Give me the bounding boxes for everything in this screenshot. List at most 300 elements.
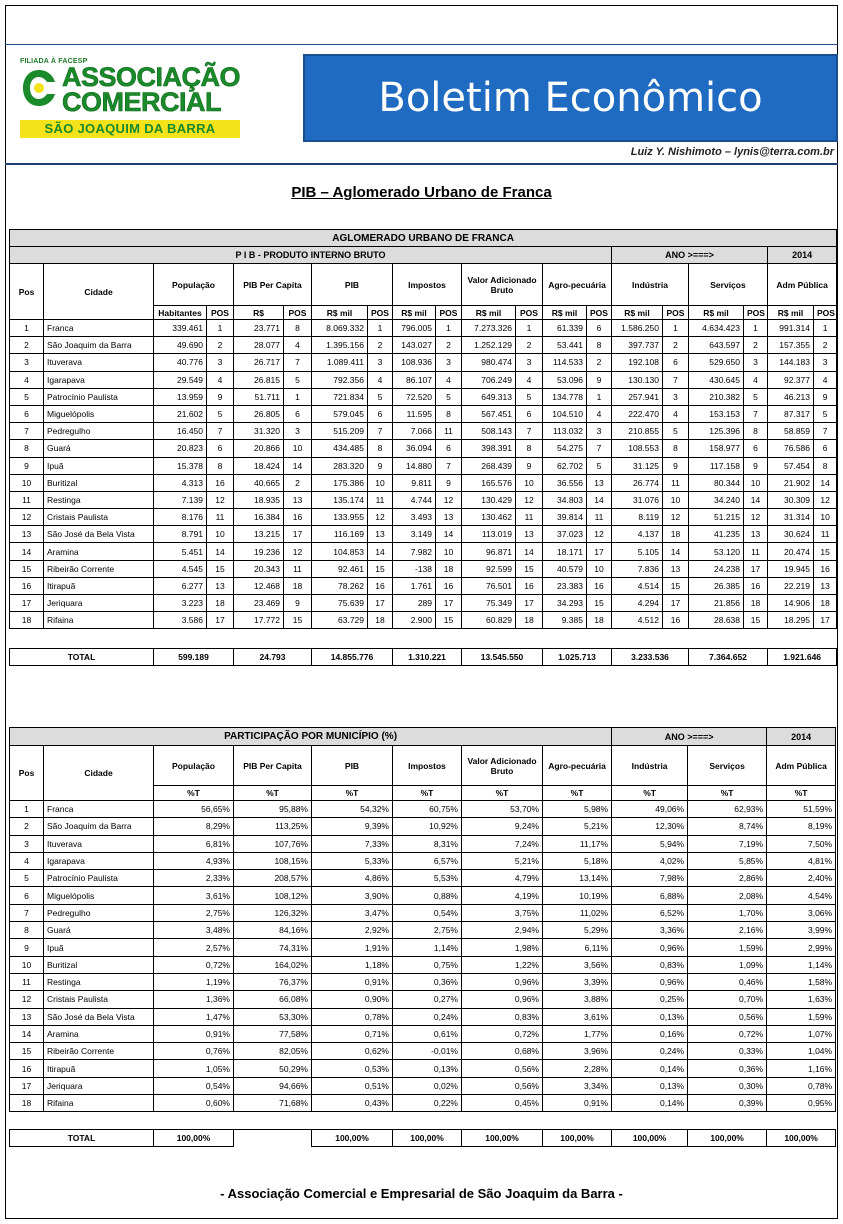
table-cell: 31.320 [234, 423, 284, 440]
table-cell: 18 [10, 1095, 44, 1112]
table-cell: 116.169 [312, 526, 368, 543]
year-label: ANO >===> [612, 728, 767, 746]
spacer-cell [10, 1112, 836, 1130]
table-cell: 8,19% [767, 818, 836, 835]
table-cell: 117.158 [689, 457, 744, 474]
table-cell: 8.176 [154, 509, 207, 526]
table-cell: 4 [284, 337, 312, 354]
table-cell: 3,48% [154, 922, 234, 939]
table-cell: 49.690 [154, 337, 207, 354]
unit-header: POS [207, 306, 234, 320]
table-cell: 1,63% [767, 991, 836, 1008]
table-cell: 6 [516, 405, 543, 422]
table-cell: 13,14% [543, 870, 612, 887]
table-cell: 18 [587, 612, 612, 629]
table-cell: 3 [587, 423, 612, 440]
table-cell: 12.468 [234, 577, 284, 594]
table-cell: 3,36% [612, 922, 688, 939]
table-cell: 2 [10, 337, 44, 354]
table-cell: 3 [436, 354, 462, 371]
table-cell: 8 [284, 320, 312, 337]
table-cell: 95,88% [234, 801, 312, 818]
table-cell: 16 [284, 509, 312, 526]
table-cell: 5,18% [543, 852, 612, 869]
table-cell: 92.599 [462, 560, 516, 577]
table-cell: 10,92% [393, 818, 462, 835]
unit-header: %T [767, 786, 836, 801]
table-cell: 1 [663, 320, 689, 337]
table-cell: 16 [516, 577, 543, 594]
table-cell: 17 [436, 595, 462, 612]
table-cell: 41.235 [689, 526, 744, 543]
table-title: PARTICIPAÇÃO POR MUNICÍPIO (%) [10, 728, 612, 746]
city-name: Guará [44, 922, 154, 939]
table-cell: 1,14% [767, 956, 836, 973]
table-cell: 0,91% [312, 973, 393, 990]
table-cell: 0,96% [612, 939, 688, 956]
table-cell: 8 [10, 440, 44, 457]
table-cell: 4,93% [154, 852, 234, 869]
table-cell: 5,21% [543, 818, 612, 835]
table-cell: 4 [516, 371, 543, 388]
table-cell: 12 [814, 491, 837, 508]
table-cell: 22.219 [768, 577, 814, 594]
table-cell: 0,95% [767, 1095, 836, 1112]
city-name: Pedregulho [44, 423, 154, 440]
table-cell: 3.149 [393, 526, 436, 543]
unit-header: R$ mil [543, 306, 587, 320]
table-cell: 5 [744, 388, 768, 405]
city-name: Patrocínio Paulista [44, 388, 154, 405]
table-cell: 2 [10, 818, 44, 835]
table-cell: 16.384 [234, 509, 284, 526]
table-cell: 18.935 [234, 491, 284, 508]
table-cell: 1.586.250 [612, 320, 663, 337]
table-cell: 7 [516, 423, 543, 440]
table-cell: 8.069.332 [312, 320, 368, 337]
table-cell: 18.424 [234, 457, 284, 474]
table-cell: 46.213 [768, 388, 814, 405]
table-row [10, 887, 836, 904]
table-cell: 56,65% [154, 801, 234, 818]
table-row [10, 612, 837, 629]
table-subtitle-row [10, 247, 837, 264]
table-cell: 1,04% [767, 1043, 836, 1060]
table-cell: 8 [663, 440, 689, 457]
table-row [10, 320, 837, 337]
logo-city-band: SÃO JOAQUIM DA BARRA [20, 120, 240, 138]
logo-name-line2: COMERCIAL [62, 87, 221, 117]
association-logo [20, 58, 245, 140]
table-cell: 11 [516, 509, 543, 526]
table-cell: 4,02% [612, 852, 688, 869]
table-cell: 4,79% [462, 870, 543, 887]
table-cell: 0,61% [393, 1025, 462, 1042]
table-cell: 5,21% [462, 852, 543, 869]
table-row [10, 922, 836, 939]
table-cell: 92.377 [768, 371, 814, 388]
table-cell: 8,74% [688, 818, 767, 835]
table-cell: 6 [284, 405, 312, 422]
table-row [10, 337, 837, 354]
table-cell: 20.474 [768, 543, 814, 560]
column-header: Adm Pública [767, 746, 836, 786]
table-cell: 114.533 [543, 354, 587, 371]
table-cell: 0,24% [393, 1008, 462, 1025]
table-cell: 78.262 [312, 577, 368, 594]
unit-header: R$ mil [768, 306, 814, 320]
table-cell: 20.866 [234, 440, 284, 457]
table-cell: 1,70% [688, 904, 767, 921]
table-cell: 1 [436, 320, 462, 337]
table-cell: 76.501 [462, 577, 516, 594]
table-cell: 14 [10, 543, 44, 560]
table-row [10, 1008, 836, 1025]
table-cell: 31.076 [612, 491, 663, 508]
table-cell: 0,24% [612, 1043, 688, 1060]
table-cell: 11 [368, 491, 393, 508]
total-value: 100,00% [393, 1130, 462, 1147]
city-name: Ituverava [44, 354, 154, 371]
table-cell: 13 [284, 491, 312, 508]
table-cell: 4 [10, 852, 44, 869]
table-cell: 4 [587, 405, 612, 422]
table-cell: 398.391 [462, 440, 516, 457]
bulletin-banner [303, 54, 838, 142]
table-cell: 15 [587, 595, 612, 612]
table-title: AGLOMERADO URBANO DE FRANCA [10, 230, 837, 247]
table-cell: 11 [744, 543, 768, 560]
table-cell: 15 [814, 543, 837, 560]
table-cell: 0,56% [462, 1077, 543, 1094]
table-cell: 0,46% [688, 973, 767, 990]
table-cell: 1.252.129 [462, 337, 516, 354]
table-cell: 1,22% [462, 956, 543, 973]
table-cell: 1 [368, 320, 393, 337]
table-cell: 15.378 [154, 457, 207, 474]
city-name: Jeriquara [44, 595, 154, 612]
table-cell: 3.493 [393, 509, 436, 526]
table-row [10, 560, 837, 577]
table-cell: 130.462 [462, 509, 516, 526]
table-cell: 34.803 [543, 491, 587, 508]
unit-header: %T [312, 786, 393, 801]
table-cell: 0,16% [612, 1025, 688, 1042]
table-cell: 0,68% [462, 1043, 543, 1060]
table-cell: 7 [10, 904, 44, 921]
table-cell: 649.313 [462, 388, 516, 405]
table-cell: 5,85% [688, 852, 767, 869]
total-row [10, 1130, 836, 1147]
table-cell: 0,78% [312, 1008, 393, 1025]
table-cell: 2,75% [393, 922, 462, 939]
table-cell: 3,61% [543, 1008, 612, 1025]
header-rule [5, 163, 838, 165]
table-row [10, 1025, 836, 1042]
table-cell: 3,56% [543, 956, 612, 973]
unit-header: %T [462, 786, 543, 801]
table-cell: 706.249 [462, 371, 516, 388]
table-cell: 5 [814, 405, 837, 422]
table-cell: 7 [814, 423, 837, 440]
table-cell: 7 [744, 405, 768, 422]
table-cell: 3.586 [154, 612, 207, 629]
column-header: PIB Per Capita [234, 264, 312, 306]
unit-header: %T [154, 786, 234, 801]
city-name: Igarapava [44, 852, 154, 869]
table-cell: 3 [814, 354, 837, 371]
table-row [10, 835, 836, 852]
table-cell: 6 [663, 354, 689, 371]
table-cell: 21.902 [768, 474, 814, 491]
table-cell: 12 [663, 509, 689, 526]
table-cell: 5 [10, 388, 44, 405]
table-cell: 14.880 [393, 457, 436, 474]
table-row [10, 1060, 836, 1077]
city-name: Aramina [44, 1025, 154, 1042]
table-cell: 796.005 [393, 320, 436, 337]
column-header-row [10, 746, 836, 786]
table-cell: 36.094 [393, 440, 436, 457]
table-cell: 2 [516, 337, 543, 354]
table-cell: 3 [10, 835, 44, 852]
table-cell: 54,32% [312, 801, 393, 818]
table-cell: 12 [436, 491, 462, 508]
table-cell: 13 [436, 509, 462, 526]
table-cell: 13 [663, 560, 689, 577]
city-name: Ipuã [44, 457, 154, 474]
table-cell: 16 [814, 560, 837, 577]
table-row [10, 354, 837, 371]
table-cell: 3 [207, 354, 234, 371]
table-cell: 31.314 [768, 509, 814, 526]
table-cell: 0,76% [154, 1043, 234, 1060]
table-cell: 26.717 [234, 354, 284, 371]
table-cell: 24.238 [689, 560, 744, 577]
table-cell: 11 [10, 491, 44, 508]
table-cell: 6,57% [393, 852, 462, 869]
table-cell: 0,70% [688, 991, 767, 1008]
table-cell: 0,43% [312, 1095, 393, 1112]
table-cell: 13 [516, 526, 543, 543]
table-cell: 63.729 [312, 612, 368, 629]
table-row [10, 939, 836, 956]
table-row [10, 371, 837, 388]
column-header: PIB Per Capita [234, 746, 312, 786]
table-cell: 15 [516, 560, 543, 577]
year-value: 2014 [767, 728, 836, 746]
table-cell: 1 [516, 320, 543, 337]
table-cell: 18 [814, 595, 837, 612]
table-cell: 15 [436, 612, 462, 629]
table-cell: 107,76% [234, 835, 312, 852]
table-cell: 17 [207, 612, 234, 629]
table-cell: 1,98% [462, 939, 543, 956]
table-cell: 980.474 [462, 354, 516, 371]
table-cell: 0,25% [612, 991, 688, 1008]
unit-header: POS [587, 306, 612, 320]
table-cell: 75.639 [312, 595, 368, 612]
table-cell: 16 [587, 577, 612, 594]
table-row [10, 904, 836, 921]
unit-header: %T [234, 786, 312, 801]
table-cell: 20.343 [234, 560, 284, 577]
table-cell: 13.959 [154, 388, 207, 405]
table-cell: 4 [207, 371, 234, 388]
column-header-row [10, 264, 837, 306]
table-cell: 0,30% [688, 1077, 767, 1094]
table-cell: 5,29% [543, 922, 612, 939]
unit-header: R$ mil [312, 306, 368, 320]
table-cell: 1.089.411 [312, 354, 368, 371]
table-cell: 643.597 [689, 337, 744, 354]
column-header: Impostos [393, 264, 462, 306]
table-cell: 12 [207, 491, 234, 508]
table-cell: 7,24% [462, 835, 543, 852]
column-header: População [154, 746, 234, 786]
table-cell: 0,13% [612, 1077, 688, 1094]
footer-text: - Associação Comercial e Empresarial de São Joaquim da Barra - [220, 1186, 623, 1201]
table-cell: 1,59% [767, 1008, 836, 1025]
table-row [10, 405, 837, 422]
table-cell: 16 [368, 577, 393, 594]
table-cell: 283.320 [312, 457, 368, 474]
table-cell: 8.119 [612, 509, 663, 526]
table-cell: 5 [368, 388, 393, 405]
table-cell: 77,58% [234, 1025, 312, 1042]
table-cell: 268.439 [462, 457, 516, 474]
table-cell: 5.451 [154, 543, 207, 560]
table-cell: 84,16% [234, 922, 312, 939]
total-value: 24.793 [234, 649, 312, 666]
table-cell: 7 [284, 354, 312, 371]
table-cell: 3,61% [154, 887, 234, 904]
table-cell: 7,33% [312, 835, 393, 852]
table-cell: 5,33% [312, 852, 393, 869]
table-cell: 7,98% [612, 870, 688, 887]
table-cell: 39.814 [543, 509, 587, 526]
table-cell: 18 [368, 612, 393, 629]
table-cell: 113,25% [234, 818, 312, 835]
table-cell: 5 [663, 423, 689, 440]
table-cell: 10 [744, 474, 768, 491]
table-cell: 80.344 [689, 474, 744, 491]
table-cell: 60.829 [462, 612, 516, 629]
unit-header: %T [543, 786, 612, 801]
table-cell: 6 [814, 440, 837, 457]
table-cell: 31.125 [612, 457, 663, 474]
table-cell: 87.317 [768, 405, 814, 422]
table-cell: 1 [587, 388, 612, 405]
table-cell: 4.313 [154, 474, 207, 491]
table-cell: 10 [207, 526, 234, 543]
table-cell: 6 [10, 887, 44, 904]
affiliation-label: FILIADA À FACESP [20, 58, 88, 65]
total-value: 7.364.652 [689, 649, 768, 666]
table-cell: 5,98% [543, 801, 612, 818]
unit-header: R$ [234, 306, 284, 320]
table-cell: 4 [814, 371, 837, 388]
city-name: Franca [44, 801, 154, 818]
table-cell: 4 [663, 405, 689, 422]
table-cell: 2 [284, 474, 312, 491]
table-cell: 4.744 [393, 491, 436, 508]
table-cell: 13 [587, 474, 612, 491]
table-cell: 5 [207, 405, 234, 422]
table-cell: 3 [368, 354, 393, 371]
table-cell: 21.602 [154, 405, 207, 422]
city-name: Cristais Paulista [44, 991, 154, 1008]
table-cell: 13 [10, 526, 44, 543]
logo-mark-icon [20, 66, 58, 114]
table-row [10, 577, 837, 594]
table-cell: 10 [436, 543, 462, 560]
table-cell: 4,81% [767, 852, 836, 869]
table-cell: 14.906 [768, 595, 814, 612]
table-cell: 2,16% [688, 922, 767, 939]
column-header: PIB [312, 264, 393, 306]
column-header-pos: Pos [10, 264, 44, 320]
table-cell: 792.356 [312, 371, 368, 388]
table-cell: 1 [744, 320, 768, 337]
table-cell: 0,39% [688, 1095, 767, 1112]
table-cell: 9 [663, 457, 689, 474]
table-cell: 14 [368, 543, 393, 560]
table-cell: -138 [393, 560, 436, 577]
table-cell: 143.027 [393, 337, 436, 354]
city-name: Igarapava [44, 371, 154, 388]
year-label: ANO >===> [612, 247, 768, 264]
table-cell: 2,08% [688, 887, 767, 904]
table-cell: 9 [368, 457, 393, 474]
unit-header: %T [688, 786, 767, 801]
table-cell: 6 [587, 320, 612, 337]
table-cell: 113.019 [462, 526, 516, 543]
table-cell: 74,31% [234, 939, 312, 956]
city-name: Ribeirão Corrente [44, 560, 154, 577]
table-cell: 5 [284, 371, 312, 388]
table-cell: 6,81% [154, 835, 234, 852]
table-cell: 14 [663, 543, 689, 560]
table-cell: 430.645 [689, 371, 744, 388]
table-cell: 0,54% [393, 904, 462, 921]
table-cell: 11 [663, 474, 689, 491]
table-cell: 17 [663, 595, 689, 612]
table-cell: 17 [814, 612, 837, 629]
table-cell: 0,22% [393, 1095, 462, 1112]
total-label: TOTAL [10, 649, 154, 666]
table-row [10, 956, 836, 973]
table-cell: 13 [207, 577, 234, 594]
table-cell: 14 [744, 491, 768, 508]
table-cell: 108.936 [393, 354, 436, 371]
column-header-city: Cidade [44, 264, 154, 320]
table-cell: 14 [436, 526, 462, 543]
table-cell: 8,31% [393, 835, 462, 852]
table-cell: 14 [814, 474, 837, 491]
table-cell: 86.107 [393, 371, 436, 388]
table-cell: 18 [663, 526, 689, 543]
table-cell: 434.485 [312, 440, 368, 457]
table-cell: 40.665 [234, 474, 284, 491]
table-cell: 2,40% [767, 870, 836, 887]
table-cell: 11 [587, 509, 612, 526]
column-header: Agro-pecuária [543, 264, 612, 306]
table-row [10, 818, 836, 835]
table-cell: 13 [368, 526, 393, 543]
table-cell: 9 [10, 939, 44, 956]
table-cell: 96.871 [462, 543, 516, 560]
